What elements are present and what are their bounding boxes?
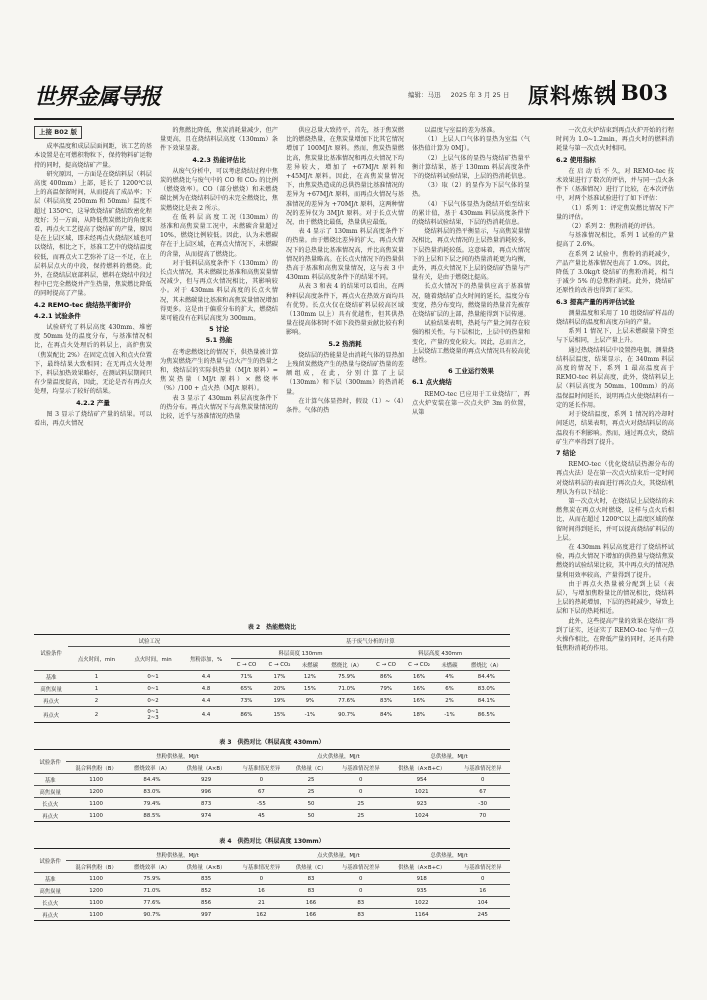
- table-cell: 104: [455, 897, 510, 909]
- issue-meta: [408, 90, 517, 99]
- subheading: 6.2 使用指标: [556, 155, 596, 164]
- table-header: 总供热量，MJ/t: [388, 849, 510, 861]
- table-cell: 1100: [66, 909, 126, 921]
- table-cell: 67: [455, 786, 510, 798]
- paragraph: 在计算气体显热时，假设（1）~（4）条件。气体的热: [286, 397, 404, 415]
- table-header: 焦粉供热量，MJ/t: [66, 750, 288, 762]
- table-header: 供热量（A×B）: [178, 861, 234, 873]
- table-cell: 71.0%: [323, 683, 370, 695]
- table-cell: 1100: [66, 873, 126, 885]
- table-cell: 65%: [231, 683, 262, 695]
- table-header: 试验条件: [34, 750, 66, 774]
- paragraph: 供应总量大致持平，首先，基于焦炭燃比的燃烧热量，在焦炭量增加下比其它情况增加了 100MJ/t 原料。然而，焦炭热量燃比高，焦炭量比基准情况和再点火情况下均差异较大，增加了 +67MJ/t 原料和 +45MJ/t 原料。因此，在高焦炭量情况下，由焦炭热造成的总供热量比基准情况的差异为 +67MJ/t 原料，而再点火情况与基准情况的差异为 +70MJ/t 原料，这两种情况的差异仅为 3MJ/t 原料。对于长点火情况，由于燃烧比最低，热量供应最低。: [286, 127, 404, 227]
- table-cell: 4.4: [181, 695, 230, 707]
- table-header: 供热量（A×B+C）: [388, 861, 455, 873]
- table-header: 未燃碳: [297, 659, 323, 671]
- table-heat-combustion: [34, 634, 510, 723]
- table-cell: 0: [234, 774, 289, 786]
- table-header: 与基准情况差异: [234, 861, 289, 873]
- subheading: 4.2.2 产量: [76, 398, 110, 407]
- table-row: [34, 873, 510, 885]
- paragraph: 由于再点火热量被分配到上层（表层），与增加焦粉量比的情况相比，烧结料上层的热耗增加，下层的热耗减少，导致上层和下层的热耗相近。: [556, 580, 674, 616]
- tables-block: [34, 618, 510, 921]
- table-cell: 83: [334, 897, 389, 909]
- table-cell: -55: [234, 798, 289, 810]
- paragraph: 表 3 显示了 430mm 料层高度条件下的热分布。再点火情况下与高焦炭量情况的比较，近乎与基准情况的热量: [160, 394, 278, 421]
- table-header: 与基准情况差异: [455, 861, 510, 873]
- paragraph: （2）系列 2：焦粉消耗的评估。: [568, 223, 659, 231]
- paragraph: 在考虑燃烧比的情况下，供热量被计算为焦炭燃烧产生的热量与点火产生的热量之和，烧结层的实际供热量（MJ/t 原料）= 焦炭热量（MJ/t 原料）× 燃烧率（%）/100 + 点火热（MJ/t 原料）。: [160, 348, 278, 393]
- paragraph: 测量温度和采用了 10 组烧结矿样品的烧结料层的温度和高度方向的产量。: [556, 309, 674, 327]
- table-cell: 1: [68, 683, 125, 695]
- paragraph: 第一次点火时，在烧结层上层烧结的未燃焦炭在再点火时燃烧，这样与点火后相比，从而在超过 1200℃以上温度区域的保留时间得到延长，并可以提高烧结矿料层的上层。: [556, 497, 674, 542]
- subheading: 4.2.1 试验条件: [34, 311, 81, 320]
- table-cell: 918: [388, 873, 455, 885]
- masthead: [34, 80, 674, 110]
- table-header: 焦粉添加，%: [181, 647, 230, 671]
- paragraph: 在 低 料 层 高 度 工 况（130mm）的基准和高焦炭量工况中，未燃碳含量超过 10%，燃烧比例较低。因此，认为未燃碳存在于上层区域，在再点火情况下，未燃碳的含量，从而提高了燃烧比。: [160, 213, 278, 258]
- table-cell: 86%: [370, 671, 401, 683]
- table-cell: 2%: [436, 695, 462, 707]
- table-cell: 16: [455, 885, 510, 897]
- table-cell: 20%: [262, 683, 297, 695]
- table-cell: 83.0%: [126, 786, 178, 798]
- table-row: [34, 885, 510, 897]
- table-row: [34, 683, 510, 695]
- table-cell: 高焦炭量: [34, 885, 66, 897]
- table-cell: 再点火: [34, 810, 66, 822]
- table-cell: 79.4%: [126, 798, 178, 810]
- paragraph: （4）下层气体显热为烧结开始至结束的累计值，基于 430mm 料层高度条件下的烧结料试验结果，下层的热消耗信息。: [412, 200, 530, 227]
- table-header: 料层高度 130mm: [231, 647, 371, 659]
- table-cell: 84.4%: [463, 671, 510, 683]
- table-cell: 1022: [388, 897, 455, 909]
- table-cell: 16: [234, 885, 289, 897]
- table-cell: 166: [289, 897, 334, 909]
- subheading: 5.1 热能: [205, 336, 233, 345]
- table-cell: 15%: [262, 707, 297, 723]
- subheading: 5 讨论: [209, 325, 229, 334]
- table-cell: 1: [68, 671, 125, 683]
- table-cell: 16%: [402, 695, 437, 707]
- table-header: C → CO₂: [402, 659, 437, 671]
- paragraph: 对于低料层高度条件下（130mm）的长点火情况，其未燃碳比基准和高焦炭量情况减少，但与再点火情况相比，其影响较小。对于 430mm 料层高度的长点火情况，其未燃碳量比基准和高焦炭量情况增加得更多。这是由于偏重分布的扩大，燃烧结果可能没有在料层高度为 300mm。: [160, 259, 278, 323]
- table-cell: 4.8: [181, 683, 230, 695]
- table-cell: 70: [455, 810, 510, 822]
- paragraph: REMO-tec 已应用于工业烧结厂，再点火炉安装在第一次点火炉 3m 的位置，从第: [412, 390, 530, 417]
- column-5: [556, 126, 674, 653]
- table-cell: 1200: [66, 885, 126, 897]
- masthead-rule: [34, 118, 674, 120]
- table-cell: 77.6%: [126, 897, 178, 909]
- paragraph: 从废气分析中，可以考虑烧结过程中焦炭的燃烧比与废气中的 CO 和 CO₂ 的比例（燃烧效率）。CO（部分燃烧）和未燃烧碳比例为在烧结料层中的未完全燃烧比，焦炭燃烧比是表 2 所示。: [160, 167, 278, 212]
- paragraph: 研究原因，一方面是在烧结料层（料层高度 400mm）上部，延长了 1200℃以上的高温保留时间，从而提高了成品率；下层（料层高度 250mm 和 50mm）温度不超过 1350℃，这导致烧结矿烧结致密化程度好；另一方面，从降低焦炭燃比的角度来看，再点火工艺提高了烧结矿的产量，原因是在上层区域，即未经再点火烧结区域也可以烧结，相比之下，基准工艺中的烧结温度较低，而再点火工艺弥补了这一不足，在上层料层点火的中段，保持燃料的燃烧。此外，在烧结层底部料层，燃料在烧结中段过程中已完全燃烧并产生热量，焦炭燃比降低的同时提高了产量。: [34, 170, 152, 298]
- table-cell: 79%: [370, 683, 401, 695]
- section-title: 原料炼铁: [528, 84, 616, 108]
- table-header: 混合料焦粉（B）: [66, 861, 126, 873]
- table-cell: 1100: [66, 897, 126, 909]
- paragraph: 一次点火炉结束到再点火炉开始的行程时间为 1.0~1.2min，再点火时的燃料消耗量与第一次点火时相同。: [556, 127, 674, 153]
- subheading: 6 工业运行效果: [448, 367, 494, 376]
- table-cell: 18%: [402, 707, 437, 723]
- table-cell: 86.5%: [463, 707, 510, 723]
- page-code: B03: [612, 80, 668, 105]
- table-cell: 0~1: [125, 683, 182, 695]
- table-cell: 83: [289, 873, 334, 885]
- table-cell: 856: [178, 897, 234, 909]
- table-header: 基于废气分析的计算: [231, 635, 510, 647]
- table-cell: 1021: [388, 786, 455, 798]
- table-header: 试验条件: [34, 849, 66, 873]
- table-row: [34, 897, 510, 909]
- table-row: [34, 909, 510, 921]
- table-header: 供热量（C）: [289, 861, 334, 873]
- table-cell: 71%: [231, 671, 262, 683]
- editor-label: 编辑：马迅: [408, 91, 441, 99]
- table-cell: 0~1 2~3: [125, 707, 182, 723]
- table-cell: 83: [334, 909, 389, 921]
- table-header: 燃烧比（A）: [463, 659, 510, 671]
- table-header: 与基准情况差异: [234, 762, 289, 774]
- table-cell: 852: [178, 885, 234, 897]
- column-1: [34, 126, 152, 428]
- table-cell: 162: [234, 909, 289, 921]
- table-cell: 1100: [66, 774, 126, 786]
- table-cell: 0: [334, 873, 389, 885]
- table-header: 点火时间，min: [125, 647, 182, 671]
- column-3: [286, 126, 404, 415]
- table-cell: 19%: [262, 695, 297, 707]
- paragraph: （1）上层人口气体的显热为室温（气体热值计算为 0MJ）。: [412, 136, 530, 153]
- paragraph: REMO-tec（优化烧结层热源分布的再点火法）是在第一次点火结束后一定时间对烧结料层的表面进行再次点火，其烧结机理认为有以下结论：: [556, 461, 674, 496]
- table-cell: 954: [388, 774, 455, 786]
- table-cell: 873: [178, 798, 234, 810]
- paragraph: 烧结料层的热平衡显示，与高焦炭量情况相比，再点火情况的上层热量消耗较多，下层热量消耗较低。这意味着，再点火情况下的上层和下层之间的热量消耗更为均衡，此外，再点火情况下上层的烧结矿热量与产量有关，是由于燃烧比提高。: [412, 228, 530, 282]
- table-cell: 25: [334, 810, 389, 822]
- subheading: 6.3 提高产量的再评估试验: [556, 297, 635, 306]
- paragraph: 系列 1 情况下，上层未燃碳量下降至与下层相同，上层产量上升。: [556, 328, 674, 345]
- table-cell: 0: [334, 786, 389, 798]
- table-cell: 长点火: [34, 897, 66, 909]
- table-cell: 835: [178, 873, 234, 885]
- table-cell: 0: [334, 885, 389, 897]
- table-cell: 9%: [297, 695, 323, 707]
- table-row: [34, 695, 510, 707]
- subheading: 4.2 REMO-tec 烧结热平衡评价: [34, 300, 132, 309]
- table-cell: 25: [334, 798, 389, 810]
- table-header: 供热量（A×B）: [178, 762, 234, 774]
- table-row: [34, 774, 510, 786]
- table-cell: 996: [178, 786, 234, 798]
- table-cell: 再点火: [34, 909, 66, 921]
- table-cell: 75.9%: [323, 671, 370, 683]
- table-cell: 71.0%: [126, 885, 178, 897]
- table-header: 试验工况: [68, 635, 231, 647]
- paragraph: 的焦燃比降低，焦炭消耗量减少，但产量更高，且在烧结料层高度（130mm）条件下效果显著。: [160, 127, 278, 153]
- table-cell: 再点火: [34, 707, 68, 723]
- table-cell: 25: [289, 786, 334, 798]
- table-cell: 50: [289, 810, 334, 822]
- table-header: 燃烧比（A）: [323, 659, 370, 671]
- table-cell: 1100: [66, 810, 126, 822]
- column-4: [412, 126, 530, 417]
- table-header: 燃烧效率（A）: [126, 861, 178, 873]
- table-cell: 0: [334, 774, 389, 786]
- subheading: 5.2 热消耗: [328, 339, 362, 348]
- table-cell: 0~2: [125, 695, 182, 707]
- table-cell: -1%: [297, 707, 323, 723]
- table-header: 未燃碳: [436, 659, 462, 671]
- table-cell: 2: [68, 695, 125, 707]
- table-cell: 1024: [388, 810, 455, 822]
- table-cell: 高焦炭量: [34, 683, 68, 695]
- table-header: 总供热量，MJ/t: [388, 750, 510, 762]
- table-cell: 974: [178, 810, 234, 822]
- table-row: [34, 707, 510, 723]
- table-cell: 0: [234, 873, 289, 885]
- table-row: [34, 798, 510, 810]
- table-cell: -1%: [436, 707, 462, 723]
- table-cell: 1200: [66, 786, 126, 798]
- paragraph: 试验研究了料层高度 430mm、堆密度 50mm 处的温度分布，与基准情况相比，在再点火处理后的料层上，高炉焦炭（焦炭配比 2%）在固定点加入和点火位置下，最终结果大致相同；在无再点火处理下，料层加热效果略好，在测试料层期间只有少量温度提高，因此，无论是否有再点火处理，均显示了较好的结果。: [34, 324, 152, 396]
- table-header: 与基准情况差异: [455, 762, 510, 774]
- newspaper-brand: 世界金属导报: [34, 84, 161, 110]
- table-cell: 6%: [436, 683, 462, 695]
- table-cell: 90.7%: [323, 707, 370, 723]
- table-cell: 1100: [66, 798, 126, 810]
- table-cell: 12%: [297, 671, 323, 683]
- table-header: 供热量（A×B+C）: [388, 762, 455, 774]
- table-cell: 45: [234, 810, 289, 822]
- table-header: 试验条件: [34, 635, 68, 671]
- table-cell: 75.9%: [126, 873, 178, 885]
- paragraph: 长点火情况下的热量供应高于基准情况，随着烧结矿点火时间的延长，温度分布变宽，热分布变均，燃烧量的热量首先被存在烧结矿层的上部，热量能得到下层传递。: [412, 283, 530, 319]
- paragraph: 与基准情况相比，系列 1 试验的产量提高了 2.6%。: [556, 232, 674, 249]
- table-header: 与基准情况差异: [334, 861, 389, 873]
- table-cell: 67: [234, 786, 289, 798]
- table-cell: 0: [455, 873, 510, 885]
- table-cell: 16%: [402, 683, 437, 695]
- table-cell: -30: [455, 798, 510, 810]
- paragraph: 通过热烧结料层中设置热电偶，测量烧结料层温度，结果显示，在 340mm 料层高度的情况下，系列 1 最高温度高于 REMO-tec 料层高度，此外，烧结料层上层（料层高度为 50mm、100mm）的高温保温时间延长，说明再点火使烧结料有一定的延长作用。: [556, 346, 674, 409]
- subheading: 6.1 点火烧结: [412, 378, 452, 387]
- paragraph: 表 4 显示了 130mm 料层高度条件下的热量。由于燃烧比差异的扩大，再点火情况下的总热量比基准情况高，并比高焦炭量情况的热量略高。在长点火情况下的热量供热高于基准和高焦炭量情况，这与表 3 中 430mm 料层高度条件下的结果不同。: [286, 228, 404, 282]
- paragraph: 对于烧结温度，系列 1 情况的冷却时间延迟，结果表明，再点火对烧结料层的高温段有不利影响。然而，通过再点火，烧结矿生产率得到了提升。: [556, 411, 674, 446]
- table-cell: 77.6%: [323, 695, 370, 707]
- table-header: 料层高度 430mm: [370, 647, 510, 659]
- paragraph: 此外，这些提高产量的效果在烧结厂得到了证实，还证实了 REMO-tec 与单一点火操作相比，在降低产量的同时，还具有降低焦粉消耗的作用。: [556, 617, 674, 653]
- paragraph: 在 启 动 后 不 久，对 REMO-tec 技术效果进行了数次的评估，并与同一点火条件下（基准情况）进行了比较，在本次评估中，对两个基准试验进行了如下评估：: [556, 167, 674, 203]
- table-cell: 17%: [262, 671, 297, 683]
- table-cell: 4.4: [181, 707, 230, 723]
- table-header: 点火供热量，MJ/t: [289, 750, 388, 762]
- table-header: 燃烧效率（A）: [126, 762, 178, 774]
- table-header: C → CO: [231, 659, 262, 671]
- subheading: 4.2.3 热能评估比: [192, 155, 246, 164]
- table-cell: 929: [178, 774, 234, 786]
- table-cell: 166: [289, 909, 334, 921]
- paragraph: 试验结果表明，热耗与产量之间存在较强的相关性，与下层相比，上层中的热量和变化，产量的变化较大。因此，总而言之，上层烧结工燃烧量的再点火情况具有较高优越性。: [412, 320, 530, 365]
- table-heat-supply-130: [34, 848, 510, 921]
- table-cell: 88.5%: [126, 810, 178, 822]
- table-cell: 997: [178, 909, 234, 921]
- table-cell: 84%: [370, 707, 401, 723]
- table-cell: 0: [455, 774, 510, 786]
- table-cell: 基准: [34, 873, 66, 885]
- table-header: 与基准情况差异: [334, 762, 389, 774]
- paragraph: 成率温度和成层层面间距，该工艺的基本设置是在可燃积物粒下，保持物料矿运物持的同时，提高烧结矿产量。: [34, 143, 152, 169]
- table-cell: 0~1: [125, 671, 182, 683]
- table-caption: 表 2 热能燃烧比: [247, 624, 297, 631]
- table-cell: 83: [289, 885, 334, 897]
- subheading: 7 结论: [556, 448, 576, 457]
- continued-tag: 上接 B02 版: [34, 126, 82, 139]
- table-header: 点火时间，min: [68, 647, 125, 671]
- table-cell: 长点火: [34, 798, 66, 810]
- paragraph: 以温度与室温的差为基准。: [424, 127, 499, 134]
- table-cell: 21: [234, 897, 289, 909]
- table-cell: 2: [68, 707, 125, 723]
- table-cell: 90.7%: [126, 909, 178, 921]
- table-heat-supply-430: [34, 749, 510, 822]
- table-header: 焦粉供热量，MJ/t: [66, 849, 288, 861]
- paragraph: （1）系列 1：评定焦炭燃比情况下产量的评估。: [556, 204, 674, 221]
- table-row: [34, 671, 510, 683]
- table-header: 混合料焦粉（B）: [66, 762, 126, 774]
- paragraph: 在系列 2 试验中，焦粉的消耗减少，产品产量比基准情况也高了 1.0%。因此，降低了 3.0kg/t 烧结矿的焦粉消耗，相当于减少 5% 的总焦粉消耗。此外，烧结矿还原性的改善也得到了证实。: [556, 250, 674, 295]
- table-cell: 50: [289, 798, 334, 810]
- table-row: [34, 786, 510, 798]
- table-cell: 73%: [231, 695, 262, 707]
- table-cell: 16%: [402, 671, 437, 683]
- table-cell: 84.4%: [126, 774, 178, 786]
- table-cell: 84.1%: [463, 695, 510, 707]
- table-cell: 923: [388, 798, 455, 810]
- table-row: [34, 810, 510, 822]
- paragraph: （3）取（2）的显作为下层气体的显热。: [412, 182, 530, 199]
- table-cell: 83.0%: [463, 683, 510, 695]
- table-header: 供热量（C）: [289, 762, 334, 774]
- table-cell: 4%: [436, 671, 462, 683]
- column-2: [160, 126, 278, 421]
- table-cell: 935: [388, 885, 455, 897]
- table-cell: 4.4: [181, 671, 230, 683]
- issue-date: 2025 年 3 月 25 日: [450, 91, 510, 99]
- table-cell: 1164: [388, 909, 455, 921]
- table-caption: 表 3 供热对比（料层高度 430mm）: [219, 739, 325, 746]
- paragraph: 在 430mm 料层高度进行了烧结杯试验，再点火情况下增加的供热量与烧结焦炭燃烧的试验结果比较，其中再点火的情况热量利用效率较高，产量得到了提升。: [556, 543, 674, 579]
- table-cell: 25: [289, 774, 334, 786]
- table-cell: 基准: [34, 774, 66, 786]
- table-cell: 245: [455, 909, 510, 921]
- table-cell: 15%: [297, 683, 323, 695]
- table-cell: 83%: [370, 695, 401, 707]
- table-header: C → CO: [370, 659, 401, 671]
- table-header: C → CO₂: [262, 659, 297, 671]
- paragraph: 从表 3 和表 4 的结果可以看出，在两种料层高度条件下，再点火在热效方面均具有优势。长点火仅在烧结矿料层较高区域（130mm 以上）具有优越性，但其供热量在提高体积时不如下段热量贡献比较有利影响。: [286, 283, 404, 337]
- table-cell: 86%: [231, 707, 262, 723]
- table-caption: 表 4 供热对比（料层高度 130mm）: [219, 838, 325, 845]
- table-cell: 再点火: [34, 695, 68, 707]
- table-cell: 高焦炭量: [34, 786, 66, 798]
- paragraph: 图 3 显示了烧结矿产量的结果。可以看出，再点火情况: [34, 410, 152, 428]
- paragraph: 烧结层的热能量是由消耗气体的显热加上残留炭燃烧产生的热量与烧结矿热量的差额组成，在此，分别计算了上层（130mm）和下层（300mm）的热消耗量。: [286, 351, 404, 396]
- paragraph: （2）上层气体的显热与烧结矿热量平衡计算结果，基于 130mm 料层高度条件下的烧结料试验结果，上层的热消耗信息。: [412, 154, 530, 181]
- table-cell: 基准: [34, 671, 68, 683]
- table-header: 点火供热量，MJ/t: [289, 849, 388, 861]
